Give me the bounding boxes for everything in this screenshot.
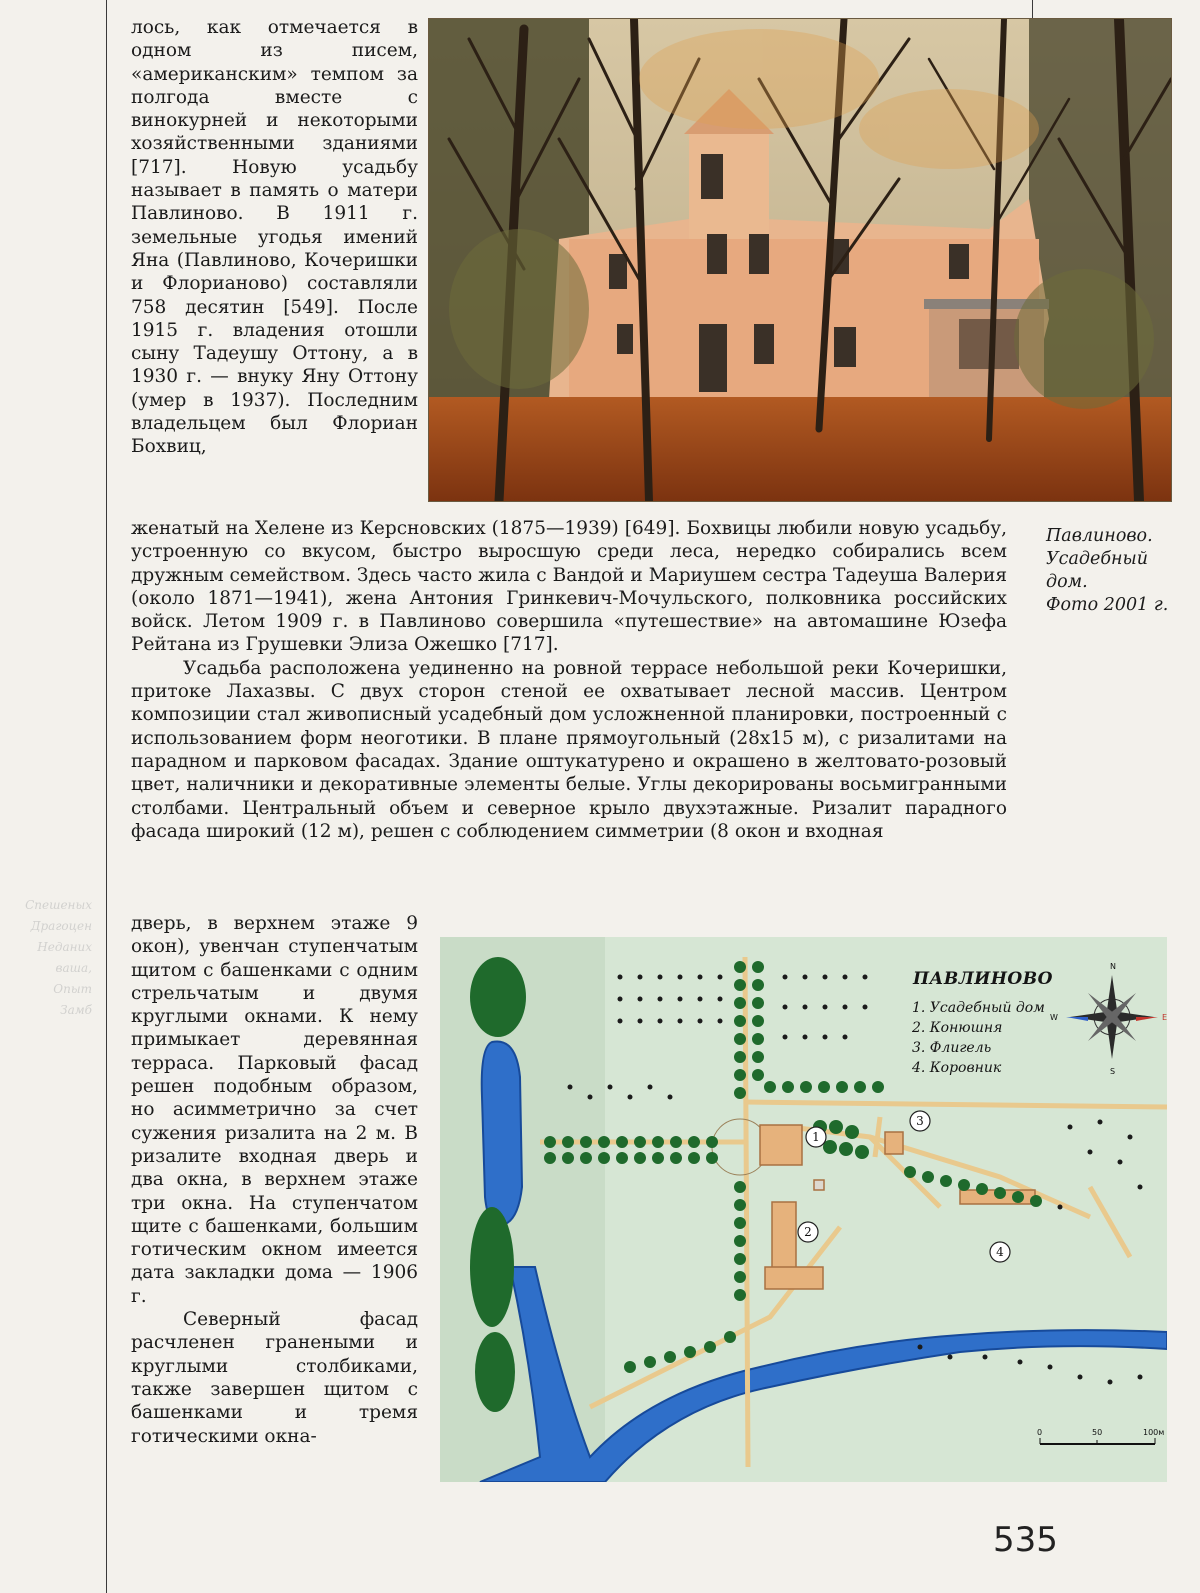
- text-column-top: [131, 16, 418, 459]
- caption-line: Усадебный: [1046, 549, 1149, 569]
- compass-south-label: S: [1110, 1067, 1116, 1076]
- map-legend: [912, 998, 1045, 1078]
- scale-label-100: 100м: [1143, 1428, 1165, 1437]
- map-drawing: [440, 937, 1167, 1482]
- paragraph: лось, как отмечается в одном из писем, «американским» темпом за полгода вместе с винокурней и некоторыми хозяйственными зданиями [717]. Новую усадьбу называет в память о матери Павлиново. В 1911 г. земельные угодья имений Яна (Павлиново, Кочеришки и Флорианово) составляли 758 десятин [549]. После 1915 г. владения отошли сыну Тадеушу Оттону, а в 1930 г. — внуку Яну Оттону (умер в 1937). Последним владельцем был Флориан Бохвиц,: [131, 17, 418, 458]
- caption-line: Павлиново.: [1046, 526, 1153, 546]
- legend-item: 4. Коровник: [912, 1060, 1002, 1076]
- compass-north-label: N: [1110, 962, 1116, 971]
- text-column-wide: [131, 517, 1007, 843]
- page-left-rule: [106, 0, 107, 1593]
- paragraph: Усадьба расположена уединенно на ровной террасе небольшой реки Кочеришки, притоке Лахазвы. С двух сторон стеной ее охватывает лесной массив. Центром композиции стал живописный усадебный дом усложненной планировки, построенный с использованием форм неоготики. В плане прямоугольный (28х15 м), с ризалитами на парадном и парковом фасадах. Здание оштукатурено и окрашено в желтовато-розовый цвет, наличники и декоративные элементы белые. Углы декорированы восьмигранными столбами. Центральный объем и северное крыло двухэтажные. Ризалит парадного фасада широкий (12 м), решен с соблюдением симметрии (8 окон и входная: [131, 657, 1007, 842]
- ghost-line: Неданих: [37, 940, 92, 954]
- compass-west-label: W: [1050, 1013, 1058, 1022]
- compass-east-label: E: [1162, 1013, 1167, 1022]
- ghost-line: Замб: [60, 1003, 92, 1017]
- ghost-line: Опыт: [53, 982, 92, 996]
- estate-plan-map: [440, 937, 1167, 1482]
- map-marker-label-3: 3: [916, 1114, 924, 1128]
- paragraph: дверь, в верхнем этаже 9 окон), увенчан ступенчатым щитом с башенками с одним стрельчатым и двумя круглыми окнами. К нему примыкает деревянная терраса. Парковый фасад решен подобным образом, но асимметрично за счет сужения ризалита на 2 м. В ризалите входная дверь и два окна, в верхнем этаже три окна. На ступенчатом щите с башенками, большим готическим окном имеется дата закладки дома — 1906 г.: [131, 913, 418, 1307]
- legend-item: 3. Флигель: [912, 1040, 992, 1056]
- legend-item: 2. Конюшня: [912, 1020, 1003, 1036]
- ghost-line: Спешеных: [25, 898, 92, 912]
- scale-label-0: 0: [1037, 1428, 1043, 1437]
- map-marker-label-2: 2: [804, 1225, 812, 1239]
- ghost-line: ваша,: [55, 961, 92, 975]
- ghost-line: Драгоцен: [30, 919, 92, 933]
- map-title: ПАВЛИНОВО: [913, 969, 1053, 989]
- photo-illustration: [429, 19, 1171, 501]
- paragraph: женатый на Хелене из Керсновских (1875—1939) [649]. Бохвицы любили новую усадьбу, устроенную со вкусом, быстро выросшую среди леса, нередко собирались всем дружным семейством. Здесь часто жила с Вандой и Мариушем сестра Тадеуша Валерия (около 1871—1941), жена Антония Гринкевич-Мочульского, полковника российских войск. Летом 1909 г. в Павлиново совершила «путешествие» на автомашине Юзефа Рейтана из Грушевки Элиза Ожешко [717].: [131, 518, 1007, 656]
- page-right-rule: [1032, 0, 1033, 18]
- text-column-bottom: [131, 912, 418, 1448]
- legend-item: 1. Усадебный дом: [912, 1000, 1045, 1016]
- scale-label-50: 50: [1092, 1428, 1103, 1437]
- manor-house-photo: [428, 18, 1172, 502]
- paragraph: Северный фасад расчленен гранеными и круглыми столбиками, также завершен щитом с башенками и тремя готическими окна-: [131, 1309, 418, 1447]
- caption-line: дом.: [1046, 572, 1088, 592]
- photo-caption: [1046, 525, 1186, 617]
- map-marker-label-1: 1: [812, 1130, 820, 1144]
- caption-line: Фото 2001 г.: [1046, 595, 1169, 615]
- map-marker-label-4: 4: [996, 1245, 1004, 1259]
- bleed-through-margin-text: [0, 895, 92, 1055]
- page-number: 535: [993, 1520, 1058, 1560]
